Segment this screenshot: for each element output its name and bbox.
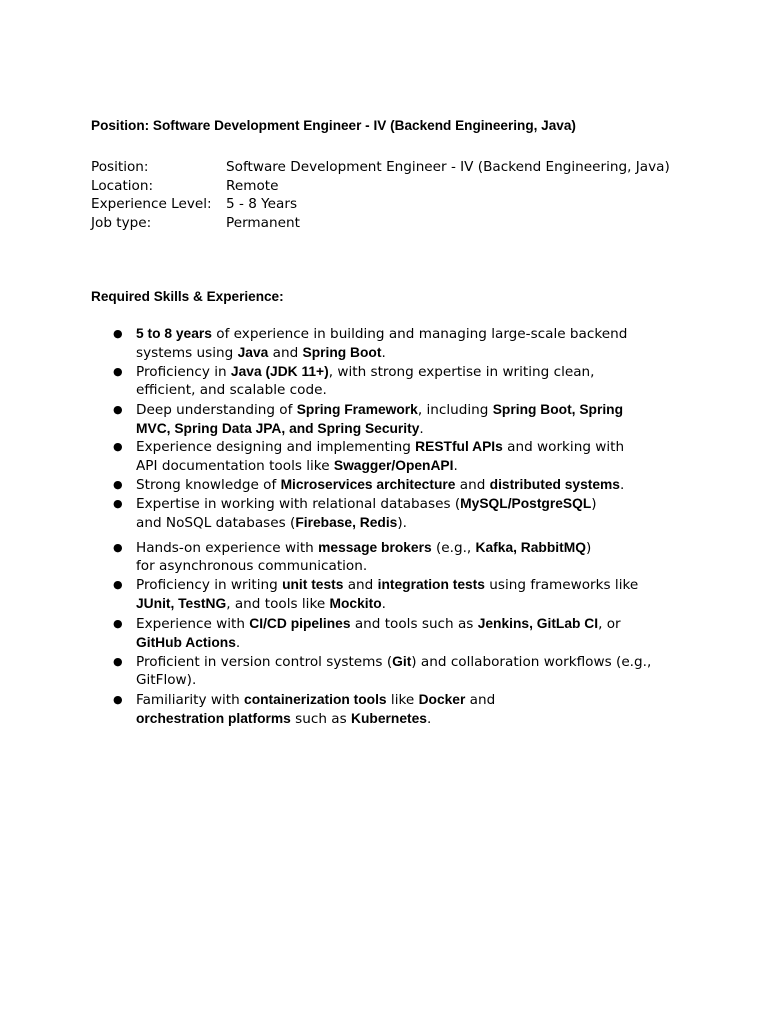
text-run: API documentation tools like bbox=[136, 458, 334, 475]
text-run: using frameworks like bbox=[484, 577, 639, 593]
bold-text: MySQL/PostgreSQL bbox=[460, 496, 592, 511]
bold-text: Spring Framework bbox=[296, 402, 418, 417]
text-run: . bbox=[235, 635, 241, 652]
text-run: systems using bbox=[136, 345, 238, 362]
text-run: , with strong expertise in writing clean, bbox=[328, 364, 595, 380]
text-run: and NoSQL databases ( bbox=[136, 515, 296, 532]
bold-text: unit tests bbox=[282, 577, 344, 592]
text-run: Strong knowledge of bbox=[136, 477, 281, 493]
bold-text: MVC, Spring Data JPA, and Spring Security bbox=[136, 421, 420, 437]
text-run: and bbox=[343, 577, 378, 593]
text-run: ) bbox=[585, 540, 592, 556]
bold-text: JUnit, TestNG bbox=[136, 596, 227, 612]
detail-row bbox=[91, 195, 670, 214]
bold-text: Jenkins, GitLab CI bbox=[477, 616, 599, 631]
list-item-line bbox=[136, 575, 638, 595]
bold-text: distributed systems bbox=[489, 477, 620, 492]
bold-text: Git bbox=[392, 654, 412, 669]
bold-text: Spring Boot bbox=[302, 345, 382, 361]
bullet-icon: ● bbox=[113, 327, 123, 340]
list-item-line bbox=[136, 437, 624, 457]
bold-text: Java bbox=[237, 345, 269, 361]
bold-text: Java (JDK 11+) bbox=[230, 364, 329, 379]
text-run: and working with bbox=[502, 439, 625, 455]
bold-text: GitHub Actions bbox=[136, 635, 236, 651]
text-run: . bbox=[453, 458, 458, 475]
text-run: and bbox=[465, 692, 496, 708]
text-run: (e.g., bbox=[431, 540, 476, 556]
text-run: . bbox=[381, 345, 386, 362]
text-run: . bbox=[419, 421, 424, 438]
text-run: Experience with bbox=[136, 616, 250, 632]
section-heading: Required Skills & Experience: bbox=[91, 289, 284, 304]
bullet-icon: ● bbox=[113, 440, 123, 453]
list-item-line bbox=[136, 324, 627, 344]
bold-text: Kubernetes bbox=[351, 711, 427, 727]
text-run: Experience designing and implementing bbox=[136, 439, 416, 455]
text-run: , including bbox=[417, 402, 493, 418]
text-run: Proficiency in writing bbox=[136, 577, 283, 593]
detail-row bbox=[91, 158, 670, 177]
bullet-icon: ● bbox=[113, 617, 123, 630]
list-item-line bbox=[136, 709, 431, 729]
detail-value: Software Development Engineer - IV (Backend Engineering, Java) bbox=[226, 159, 670, 175]
bullet-icon: ● bbox=[113, 655, 123, 668]
text-run: Familiarity with bbox=[136, 692, 245, 708]
bold-text: orchestration platforms bbox=[136, 711, 291, 727]
text-run: of experience in building and managing large-scale backend bbox=[211, 326, 628, 342]
text-run: GitFlow). bbox=[136, 672, 197, 689]
detail-label: Location: bbox=[91, 177, 154, 194]
list-item-line bbox=[136, 456, 458, 476]
bold-text: RESTful APIs bbox=[415, 439, 503, 454]
list-item-line bbox=[136, 362, 594, 382]
text-run: and bbox=[268, 345, 303, 362]
bullet-icon: ● bbox=[113, 365, 123, 378]
list-item-line bbox=[136, 557, 367, 576]
bullet-icon: ● bbox=[113, 478, 123, 491]
detail-row bbox=[91, 214, 670, 233]
text-run: Deep understanding of bbox=[136, 402, 297, 418]
list-item-line bbox=[136, 652, 651, 672]
list-item-line bbox=[136, 343, 386, 363]
bold-text: 5 to 8 years bbox=[136, 326, 212, 341]
list-item-line bbox=[136, 381, 327, 400]
bullet-icon: ● bbox=[113, 578, 123, 591]
list-item-line bbox=[136, 690, 495, 710]
text-run: Proficient in version control systems ( bbox=[136, 654, 393, 670]
list-item-line bbox=[136, 633, 240, 653]
bold-text: Kafka, RabbitMQ bbox=[475, 540, 586, 555]
text-run: . bbox=[619, 477, 625, 493]
bold-text: Spring Boot, Spring bbox=[492, 402, 624, 417]
list-item-line bbox=[136, 538, 591, 558]
detail-label: Job type: bbox=[91, 215, 152, 232]
bold-text: message brokers bbox=[318, 540, 432, 555]
detail-value: 5 - 8 Years bbox=[226, 196, 298, 213]
text-run: Expertise in working with relational databases ( bbox=[136, 496, 461, 512]
text-run: . bbox=[381, 596, 386, 613]
list-item-line bbox=[136, 494, 597, 514]
list-item-line bbox=[136, 475, 624, 495]
bullet-icon: ● bbox=[113, 403, 123, 416]
detail-label: Experience Level: bbox=[91, 196, 212, 213]
job-details bbox=[91, 158, 670, 233]
bold-text: integration tests bbox=[377, 577, 485, 592]
list-item-line bbox=[136, 513, 407, 533]
bold-text: Swagger/OpenAPI bbox=[333, 458, 454, 474]
text-run: and tools such as bbox=[350, 616, 478, 632]
text-run: and bbox=[455, 477, 490, 493]
text-run: Hands-on experience with bbox=[136, 540, 319, 556]
bold-text: Mockito bbox=[329, 596, 382, 612]
text-run: like bbox=[386, 692, 419, 708]
text-run: for asynchronous communication. bbox=[136, 558, 368, 575]
bold-text: Microservices architecture bbox=[280, 477, 456, 492]
text-run: ). bbox=[397, 515, 407, 532]
text-run: Proficiency in bbox=[136, 364, 231, 380]
bold-text: CI/CD pipelines bbox=[249, 616, 351, 631]
list-item-line bbox=[136, 594, 386, 614]
bullet-icon: ● bbox=[113, 541, 123, 554]
detail-value: Remote bbox=[226, 177, 279, 194]
text-run: , and tools like bbox=[226, 596, 330, 613]
text-run: , or bbox=[598, 616, 621, 632]
text-run: efficient, and scalable code. bbox=[136, 382, 327, 399]
bold-text: containerization tools bbox=[244, 692, 387, 707]
bold-text: Docker bbox=[418, 692, 466, 707]
bullet-icon: ● bbox=[113, 497, 123, 510]
text-run: . bbox=[426, 711, 432, 728]
list-item-line bbox=[136, 671, 196, 690]
list-item-line bbox=[136, 400, 623, 420]
list-item-line bbox=[136, 614, 621, 634]
bold-text: Firebase, Redis bbox=[295, 515, 398, 531]
detail-value: Permanent bbox=[226, 215, 300, 232]
bullet-icon: ● bbox=[113, 693, 123, 706]
text-run: ) and collaboration workflows (e.g., bbox=[411, 654, 652, 670]
detail-row bbox=[91, 177, 670, 196]
text-run: ) bbox=[591, 496, 597, 512]
text-run: such as bbox=[290, 711, 352, 728]
detail-label: Position: bbox=[91, 159, 149, 175]
page-title: Position: Software Development Engineer - IV (Backend Engineering, Java) bbox=[91, 118, 576, 133]
